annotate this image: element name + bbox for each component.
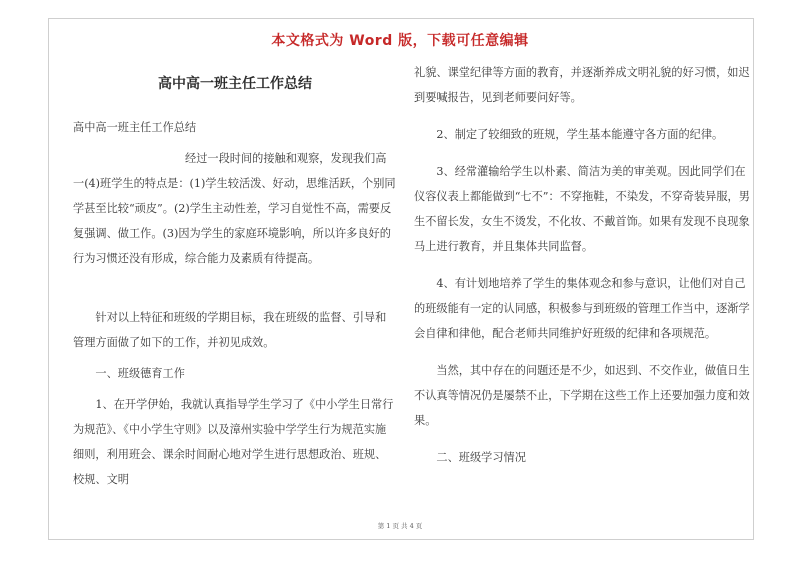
paragraph-issues: 当然，其中存在的问题还是不少，如迟到、不交作业，做值日生不认真等情况仍是屡禁不止，下学期在这些工作上还要加强力度和效果。: [414, 364, 750, 427]
paragraph-item-2: 2、制定了较细致的班规，学生基本能遵守各方面的纪律。: [436, 128, 724, 141]
section-heading-moral: 一、班级德育工作: [95, 367, 185, 380]
paragraph-item-1-cont: 礼貌、课堂纪律等方面的教育，并逐渐养成文明礼貌的好习惯，如迟到要喊报告，见到老师要问好等。: [414, 66, 750, 104]
document-title: 高中高一班主任工作总结: [158, 76, 312, 92]
paragraph-item-1: 1、在开学伊始，我就认真指导学生学习了《中小学生日常行为规范》、《中小学生守则》以及漳州实验中学学生行为规范实施细则，利用班会、课余时间耐心地对学生进行思想政治、班规、校规、文明: [73, 398, 394, 486]
download-banner: 本文格式为 Word 版，下载可任意编辑: [271, 33, 529, 49]
section-heading-study: 二、班级学习情况: [436, 451, 526, 464]
page-number: 第 1 页 共 4 页: [377, 522, 423, 530]
paragraph-item-4: 4、有计划地培养了学生的集体观念和参与意识，让他们对自己的班级能有一定的认同感，积极参与到班级的管理工作当中，逐渐学会自律和律他，配合老师共同维护好班级的纪律和各项规范。: [414, 277, 750, 340]
subtitle: 高中高一班主任工作总结: [73, 121, 197, 134]
left-column: [73, 60, 397, 492]
paragraph-student-traits: 经过一段时间的接触和观察，发现我们高一(4)班学生的特点是：(1)学生较活泼、好动，思维活跃，个别同学甚至比较“顽皮”。(2)学生主动性差，学习自觉性不高，需要反复强调、做工作。(3)因为学生的家庭环境影响，所以许多良好的行为习惯还没有形成，综合能力及素质有待提高。: [73, 152, 396, 265]
paragraph-item-3: 3、经常灌输给学生以朴素、简洁为美的审美观。因此同学们在仪容仪表上都能做到“七不”：不穿拖鞋，不染发，不穿奇装异服，男生不留长发，女生不烫发，不化妆、不戴首饰。如果有发现不良现象马上进行教育，并且集体共同监督。: [414, 165, 750, 253]
right-column: [414, 60, 754, 470]
paragraph-work-intro: 针对以上特征和班级的学期目标，我在班级的监督、引导和管理方面做了如下的工作，并初见成效。: [73, 311, 387, 349]
